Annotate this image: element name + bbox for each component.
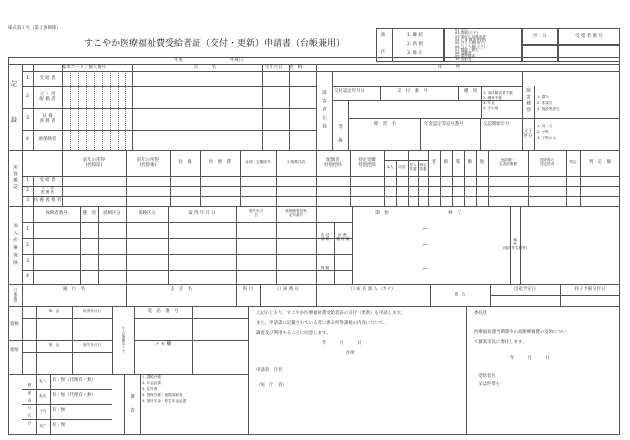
ins-class-header: 保険区分	[138, 211, 156, 217]
category-5: 06 ひとり親(父子)	[455, 44, 486, 49]
end-header: 終 了	[448, 211, 462, 217]
category-4: 05 ひとり親(母子)	[455, 41, 486, 46]
person-3-no: 3	[26, 116, 29, 122]
disease-name-label: 障 害 名	[374, 122, 396, 127]
creation-date-label: 作成日	[230, 58, 244, 63]
flag-1-value: 有・無（代理有・無）	[52, 378, 96, 383]
note-4: 4. 国保台帳・後期高齢者	[142, 393, 183, 397]
flag-3-value: 有・無	[52, 408, 66, 413]
card-symbol-header: 被保険者証等 記号番号	[285, 209, 307, 217]
start-header: 開 始	[375, 211, 389, 217]
old-header: 老	[431, 160, 437, 166]
person-1-label: 受 給 者	[39, 75, 56, 81]
app-text-2: また、申請書に記載されている者に係る所得課税の内容について、	[256, 321, 388, 326]
type-1: 1. 身体障害者手帳	[483, 91, 513, 95]
recipient-number-label: 受 給 者 番 号	[575, 33, 603, 39]
loss-date-header: 喪失年月日	[83, 343, 101, 348]
income-row-1-label: 受 給 者	[39, 178, 56, 184]
recipient-sig-label: 受給者名	[478, 374, 496, 379]
app-date: 年 月 日	[322, 341, 362, 346]
widow-header: 寡	[455, 160, 461, 166]
person-2-no: 2	[26, 94, 29, 100]
birthdate-header: 生年月日	[265, 65, 283, 70]
lost-date-header: 喪失年月 日	[248, 209, 264, 217]
form-title: すこやか医療福祉費受給者証（交付・更新）申請書（台帳兼用）	[84, 39, 346, 49]
note-3: 3. 住民票	[142, 387, 158, 391]
insurer-no-header: 保険者番号	[45, 211, 68, 217]
kanri-label: 資格	[10, 322, 19, 327]
flag-1-label: 転入	[39, 378, 47, 383]
issue-date-label: 交付認定年月日	[334, 89, 365, 94]
transfer-header: 振 込	[454, 292, 466, 297]
flag-4-label: 死亡	[39, 423, 47, 428]
col-dokyo: 同居	[398, 165, 406, 170]
category-2: 03 重度心身障害者	[455, 34, 486, 39]
account-no-header: 口 座 番 号	[277, 286, 299, 292]
option-2: 2. 新 規	[407, 42, 423, 47]
judge-header: 判定	[569, 160, 577, 165]
ku-bun-label: 区 分	[533, 33, 547, 39]
health-label: 保 険	[320, 266, 330, 271]
person-3-label: 扶 養 義 務 者	[39, 113, 56, 124]
branch-header: 支 店 名	[170, 286, 192, 292]
acq-jiyu-header: 事 由	[48, 309, 60, 314]
person-4-no: 4	[26, 137, 29, 143]
app-address-label: 住所	[346, 351, 355, 356]
applicant-label: 申請者 氏名	[256, 368, 283, 373]
note-5: 5. 国民年金・厚生年金証書	[142, 399, 187, 403]
memo-header: メ モ 欄	[155, 342, 171, 348]
mail-label: 郵 便 送 付 区 分	[27, 383, 32, 425]
loss-jiyu-header: 事 由	[48, 343, 60, 348]
kihon-code-header: 基本コード／個人番号	[62, 65, 106, 70]
other-memo-label: その他補足メモ	[121, 327, 126, 353]
notify-date-label: 又認開始年月	[483, 122, 510, 127]
ward-label: 区	[381, 50, 386, 55]
name-header: 氏 名	[194, 65, 216, 70]
disabled-header: 障	[443, 160, 449, 166]
social-ins-header: 社保・定額除外	[245, 160, 271, 165]
due-date-label: 出産予定日	[514, 286, 536, 292]
category-3: 04 心身 障害者(準)	[455, 37, 487, 42]
bank-section-label: 口座振替	[13, 287, 18, 303]
grade-label: 等 級	[337, 124, 343, 144]
category-9: 10 高齢者	[455, 57, 472, 62]
ins-row-1: 1	[26, 227, 29, 233]
delegation-text-2: て藤案市長に委任します。	[474, 340, 527, 345]
category-0: 01 小児	[455, 28, 468, 32]
category-1: 02 寡婦(父子)	[455, 31, 478, 36]
flag-4-value: 有・無	[52, 423, 66, 428]
other-header: 他	[479, 160, 485, 166]
cert-no-label: 交 付 番 号	[397, 89, 428, 94]
special-deduction-header: 免除額・ 災害医療費	[499, 158, 517, 166]
person-2-label: 父 ・ 母 配 偶 者	[39, 91, 56, 102]
grade-option-2: 2. 非課当	[537, 101, 553, 105]
notes-head: 審 査	[129, 394, 135, 414]
category-6: 07 寡婦・寡夫	[455, 47, 479, 52]
type-4: 4. その他	[483, 106, 499, 110]
relation-header: 続 柄	[289, 65, 303, 70]
parent-option-2: 2. 子供	[537, 130, 549, 134]
spouse-ded-header: 配偶者 特別控除	[324, 157, 342, 168]
kind-label: 種 別	[464, 89, 478, 94]
parent-label: 父子 区分	[523, 128, 533, 139]
special-ded-header: 特定退職 特別控除	[358, 157, 376, 168]
ins-row-2: 2	[26, 243, 29, 249]
income-row-3-label: 扶 養 義 務 者	[33, 198, 62, 204]
prev-income-header: 前年の所得 (控除前)	[83, 157, 105, 168]
income-row-1-no: 1	[26, 178, 29, 184]
note-2: 2. 年金証書	[142, 381, 161, 385]
grade-option-3: 3. 施設等該当	[537, 107, 560, 111]
income-row-2-no: 2	[26, 188, 29, 194]
renraku-label: 連絡	[10, 348, 19, 353]
ins-notes-label: 備 考 (施設等名称等)	[502, 238, 528, 250]
guardian-label: 又は世帯主	[478, 382, 500, 387]
small-dep-header: 小規模共済	[287, 160, 305, 165]
form-code: 様式第１号（第３条関係）	[8, 26, 61, 31]
roku-label: 録	[11, 117, 18, 124]
medical-header: 医 療 費	[209, 160, 231, 166]
account-holder-header: 口 座 名 義 人（カナ）	[350, 286, 396, 292]
app-text-1: 上記のとおり、すこやか医療福祉費受給者証の交付（更新）を申請します。	[256, 311, 405, 316]
parent-option-3: 3. 子供のみ	[537, 136, 556, 140]
ins-row-3: 3	[26, 259, 29, 265]
disability-section-label: 障害者記録	[321, 89, 327, 132]
adjusted-header: 控除後の 判定所得	[539, 158, 555, 166]
work-header: 勤	[467, 160, 473, 166]
type-3: 3. 年金	[483, 101, 495, 105]
continuation-header: 続柄区分	[103, 211, 121, 217]
advance-issue-label: 持子予備交付日	[574, 286, 606, 292]
tilde-1: ～	[421, 225, 428, 233]
pension-label: 年金認定等記号番号	[424, 122, 464, 127]
category-8: 09 重度障害	[455, 54, 476, 59]
insurance-section-label: 加入医療保険	[12, 222, 18, 268]
ins-row-4: 4	[26, 274, 29, 280]
delegation-text-1: 医療福祉課当期間中の高額療養費の受領につい	[474, 330, 567, 335]
app-text-3: 調査及び利用することに同意します。	[256, 331, 331, 336]
note-1: 1. 課税台帳	[142, 375, 161, 379]
tilde-3: ～	[421, 265, 428, 273]
bank-name-header: 銀 行 名	[63, 286, 85, 292]
col-honnin: 本人	[386, 165, 394, 170]
acquire-date-header: 取 得 年 月 日	[188, 211, 216, 217]
acq-date-header: 取得年月日	[83, 309, 101, 314]
parent-option-1: 1. 母・父	[537, 124, 553, 128]
fiscal-year-label: 年度	[174, 58, 183, 63]
category-7: 08 退職者	[455, 51, 472, 56]
judge-result-header: 判 定 額	[589, 160, 611, 166]
flag-2-label: 転出	[39, 393, 47, 398]
delegation-date: 年 月 日	[510, 356, 550, 361]
cur-income-header: 前年の所得 (控除後)	[137, 157, 159, 168]
income-section-label: 所得確認	[12, 165, 18, 191]
phone-header: 電 話 番 号	[147, 309, 179, 315]
kind-header: 科 目	[242, 286, 254, 292]
flag-2-value: 有・無（代理有・無）	[52, 393, 96, 398]
option-3: 3. 修 正	[407, 51, 423, 56]
person-4-label: 被保険者	[38, 137, 57, 143]
flag-3-label: 不在	[39, 408, 47, 413]
col-tokutei: 特定扶養	[419, 163, 427, 171]
ins-kind-header: 種 別	[82, 211, 96, 217]
new-label: 新	[381, 33, 386, 38]
effective-period-label: 有 効 期 間	[320, 233, 330, 241]
address-header: 住 所	[438, 65, 460, 70]
income-row-2-label: 父 ・ 母 配 偶 者	[40, 186, 55, 194]
grade-option-1: 1. 課当	[537, 95, 549, 99]
dependent-header: 扶 養	[178, 160, 192, 166]
ki-label: 記	[11, 81, 18, 88]
option-1: 1. 継 続	[407, 33, 423, 38]
income-row-3-no: 3	[26, 198, 29, 204]
type-2: 2. 療育手帳	[483, 96, 502, 100]
person-1-no: 1	[26, 75, 29, 81]
delegation-label: 委任状	[474, 311, 488, 316]
medical-limit-label: 医 療 限 度 額	[336, 233, 350, 241]
mayor-label: （宛 庁 者）	[256, 383, 287, 388]
col-roujin: 老人扶養	[409, 163, 417, 171]
tilde-2: ～	[421, 241, 428, 249]
grade-kinds-label: 障害種別	[525, 88, 531, 114]
